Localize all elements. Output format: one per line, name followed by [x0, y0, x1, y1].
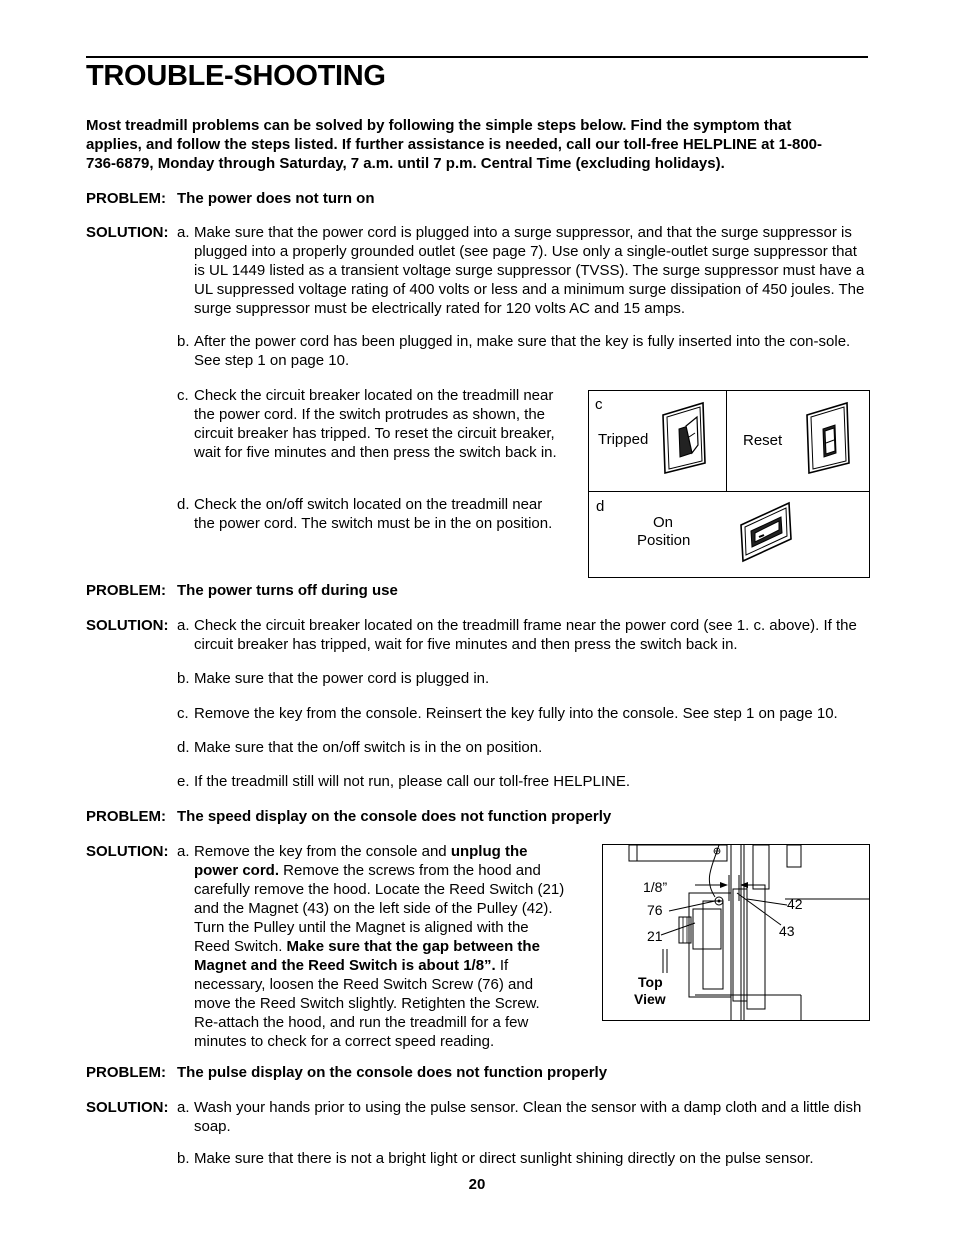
problem-2-text: The power turns off during use — [177, 582, 398, 599]
page-number: 20 — [468, 1176, 486, 1193]
gap-label: 1/8” — [643, 879, 668, 895]
problem-3-text: The speed display on the console does not function properly — [177, 808, 612, 825]
position-label: Position — [637, 532, 691, 549]
solution-label: SOLUTION: — [86, 224, 169, 241]
solution-label: SOLUTION: — [86, 617, 169, 634]
problem-1 — [86, 189, 375, 208]
figure-label-c: c — [595, 396, 603, 413]
callout-21: 21 — [647, 928, 663, 944]
breaker-tripped-icon — [659, 401, 715, 477]
callout-43: 43 — [779, 923, 795, 939]
on-off-switch-icon — [737, 501, 797, 565]
problem-1-text: The power does not turn on — [177, 190, 375, 207]
problem-3: PROBLEM: The speed display on the console does not function properly — [86, 808, 612, 825]
p1-step-d: d. Check the on/off switch located on the treadmill near the power cord. The switch must be in the on position. — [177, 496, 553, 532]
p4-step-a: a. Wash your hands prior to using the pulse sensor. Clean the sensor with a damp cloth and a little dish soap. — [177, 1099, 862, 1135]
p1-step-c: c. Check the circuit breaker located on the treadmill near the power cord. If the switch protrudes as shown, the circuit breaker has tripped. To reset the circuit breaker, wait for five minutes and then press the switch back in. — [177, 387, 557, 461]
problem-2: PROBLEM: The power turns off during use — [86, 582, 398, 599]
p2-step-b: b. Make sure that the power cord is plugged in. — [177, 670, 490, 687]
figure-label-d: d — [596, 498, 605, 515]
p1-step-a: a. Make sure that the power cord is plugged into a surge suppressor, and that the surge suppressor is plugged into a properly grounded outlet (see page 7). Use only a single-outlet surge suppressor that is UL 1449 listed as a transient voltage surge suppressor (TVSS). The surge suppressor must have a UL suppressed voltage rating of 400 volts or less and a minimum surge dissipation of 450 joules. The surge suppressor must be electrically rated for 120 volts AC and 15 amps. — [177, 224, 865, 317]
figure-divider — [589, 491, 869, 492]
top-label: Top — [638, 974, 663, 990]
p3-step-a: a. Remove the key from the console and unplug the power cord. Remove the screws from the hood and carefully remove the hood. Locate the Reed Switch (21) and the Magnet (43) on the left side of the Pulley (42). Turn the Pulley until the Magnet is aligned with the Reed Switch. Make sure that the gap between the Magnet and the Reed Switch is about 1/8”. If necessary, loosen the Reed Switch Screw (76) and move the Reed Switch slightly. Retighten the Screw. Re-attach the hood, and run the treadmill for a few minutes to check for a correct speed reading. — [177, 843, 565, 1050]
page-title: TROUBLE-SHOOTING — [86, 60, 386, 92]
intro-paragraph: Most treadmill problems can be solved by following the simple steps below. Find the symptom that applies, and follow the steps listed. If further assistance is needed, call our toll-free HELPLINE at 1-800-736-6879, Monday through Saturday, 7 a.m. until 7 p.m. Central Time (excluding holidays). — [86, 117, 823, 172]
p2-step-a: a. Check the circuit breaker located on the treadmill frame near the power cord (see 1. c. above). If the circuit breaker has tripped, wait for five minutes and then press the switch back in. — [177, 617, 857, 653]
p4-step-b: b. Make sure that there is not a bright light or direct sunlight shining directly on the pulse sensor. — [177, 1150, 814, 1167]
solution-label: SOLUTION: — [86, 1099, 169, 1116]
switch-figure — [588, 390, 870, 578]
on-label: On — [653, 514, 674, 531]
figure-divider — [726, 391, 727, 491]
problem-4-text: The pulse display on the console does not function properly — [177, 1064, 608, 1081]
breaker-reset-icon — [803, 401, 859, 477]
callout-76: 76 — [647, 902, 663, 918]
p2-step-d: d. Make sure that the on/off switch is in the on position. — [177, 739, 543, 756]
p1-step-b: b. After the power cord has been plugged in, make sure that the key is fully inserted into the con-sole. See step 1 on page 10. — [177, 333, 851, 369]
view-label: View — [634, 991, 666, 1007]
p2-step-e: e. If the treadmill still will not run, please call our toll-free HELPLINE. — [177, 773, 631, 790]
reset-label: Reset — [743, 432, 783, 449]
callout-42: 42 — [787, 896, 803, 912]
problem-label: PROBLEM: — [86, 190, 166, 207]
problem-4: PROBLEM: The pulse display on the console does not function properly — [86, 1064, 608, 1081]
tripped-label: Tripped — [598, 431, 649, 448]
solution-label: SOLUTION: — [86, 843, 169, 860]
p2-step-c: c. Remove the key from the console. Reinsert the key fully into the console. See step 1 on page 10. — [177, 705, 838, 722]
reed-switch-figure — [602, 844, 870, 1021]
